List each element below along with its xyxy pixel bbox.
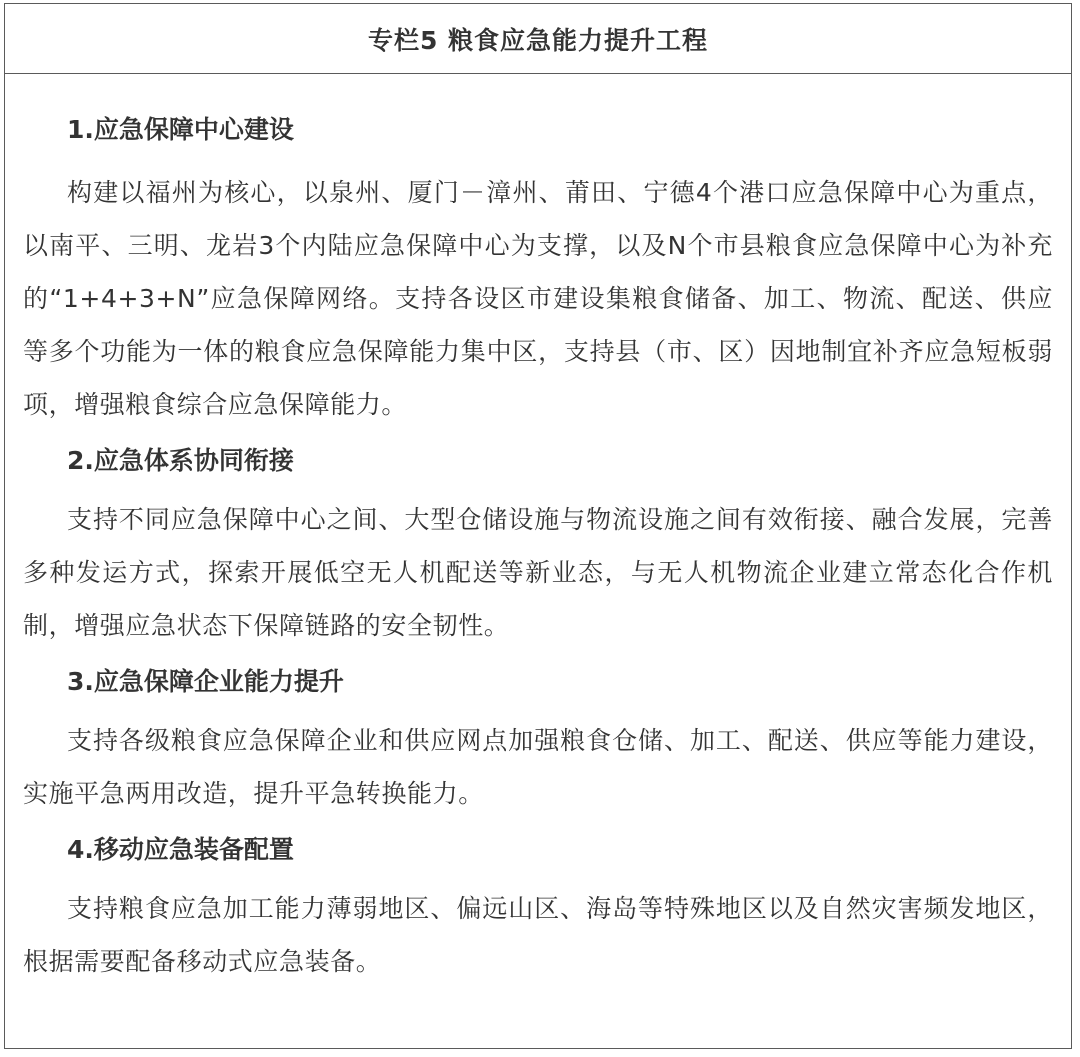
section-enterprise-capacity xyxy=(23,662,1053,820)
section-heading: 1.应急保障中心建设 xyxy=(67,115,294,144)
column-header xyxy=(5,4,1071,74)
section-paragraph: 构建以福州为核心，以泉州、厦门－漳州、莆田、宁德4个港口应急保障中心为重点，以南平、三明、龙岩3个内陆应急保障中心为支撑，以及N个市县粮食应急保障中心为补充的“1+4+3+N”应急保障网络。支持各设区市建设集粮食储备、加工、物流、配送、供应等多个功能为一体的粮食应急保障能力集中区，支持县（市、区）因地制宜补齐应急短板弱项，增强粮食综合应急保障能力。 xyxy=(23,178,1053,419)
section-heading: 3.应急保障企业能力提升 xyxy=(67,667,344,696)
column-box xyxy=(4,3,1072,1049)
section-system-coordination xyxy=(23,441,1053,652)
section-heading: 2.应急体系协同衔接 xyxy=(67,446,294,475)
column-body xyxy=(5,74,1071,988)
section-emergency-center xyxy=(23,110,1053,431)
section-paragraph: 支持各级粮食应急保障企业和供应网点加强粮食仓储、加工、配送、供应等能力建设，实施平急两用改造，提升平急转换能力。 xyxy=(23,726,1053,808)
section-heading: 4.移动应急装备配置 xyxy=(67,835,294,864)
section-paragraph: 支持不同应急保障中心之间、大型仓储设施与物流设施之间有效衔接、融合发展，完善多种发运方式，探索开展低空无人机配送等新业态，与无人机物流企业建立常态化合作机制，增强应急状态下保障链路的安全韧性。 xyxy=(23,505,1053,640)
section-paragraph: 支持粮食应急加工能力薄弱地区、偏远山区、海岛等特殊地区以及自然灾害频发地区，根据需要配备移动式应急装备。 xyxy=(23,894,1053,976)
column-title: 专栏5 粮食应急能力提升工程 xyxy=(367,25,709,55)
section-mobile-equipment xyxy=(23,830,1053,988)
